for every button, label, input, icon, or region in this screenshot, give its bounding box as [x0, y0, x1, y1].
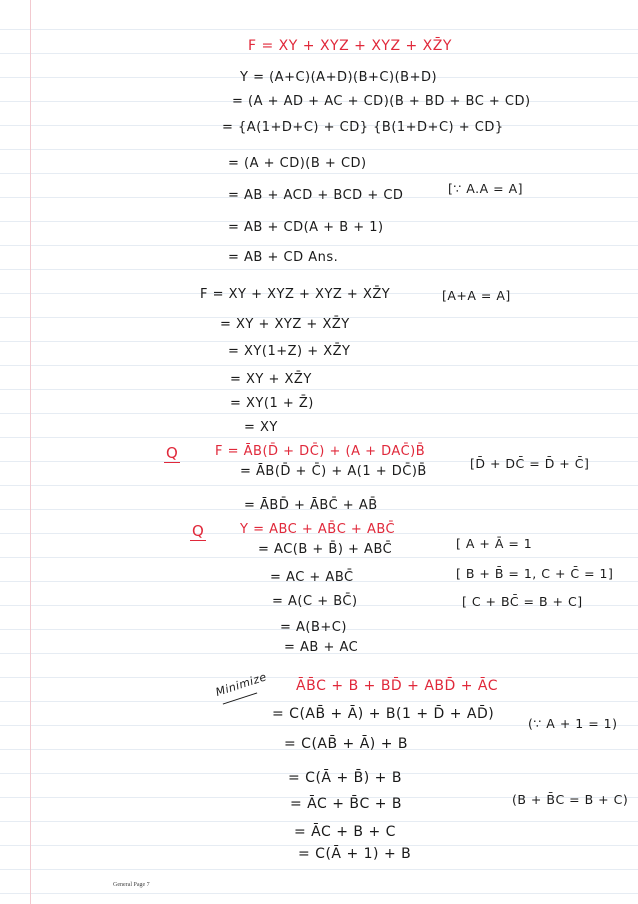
- problem5-line-3: = C(AB̄ + Ā) + B: [284, 736, 409, 752]
- problem1-line-1: Y = (A+C)(A+D)(B+C)(B+D): [240, 70, 438, 85]
- problem4-line-4: = A(C + BC̄): [272, 594, 358, 609]
- problem5-note-1: (∵ A + 1 = 1): [528, 716, 618, 731]
- problem4-line-1: Y = ABC + AB̄C + ABC̄: [240, 522, 396, 537]
- problem5-note-2: (B + B̄C = B + C): [512, 792, 629, 807]
- problem5-line-4: = C(Ā + B̄) + B: [288, 770, 402, 786]
- problem5-line-7: = C(Ā + 1) + B: [298, 846, 412, 862]
- problem5-line-5: = ĀC + B̄C + B: [290, 796, 403, 812]
- problem4-note-2: [ B + B̄ = 1, C + C̄ = 1]: [456, 566, 614, 581]
- problem2-line-6: = XY: [244, 420, 278, 435]
- problem4-line-5: = A(B+C): [280, 620, 347, 635]
- problem1-note: [∵ A.A = A]: [448, 181, 524, 196]
- problem3-marker: Q: [166, 444, 179, 462]
- page-footer: General Page 7: [113, 882, 150, 888]
- problem4-line-2: = AC(B + B̄) + ABC̄: [258, 542, 393, 557]
- problem1-line-5: = AB + ACD + BCD + CD: [228, 188, 404, 203]
- problem2-line-5: = XY(1 + Z̄): [230, 396, 314, 411]
- problem4-marker-underline: [190, 540, 206, 541]
- problem2-note: [A+A = A]: [442, 288, 511, 303]
- problem3-note: [D̄ + DC̄ = D̄ + C̄]: [470, 456, 590, 471]
- problem1-line-2: = (A + AD + AC + CD)(B + BD + BC + CD): [232, 94, 531, 109]
- problem4-note-3: [ C + BC̄ = B + C]: [462, 594, 583, 609]
- problem3-line-3: = ĀBD̄ + ĀBC̄ + AB̄: [244, 498, 378, 513]
- problem4-marker: Q: [192, 522, 205, 540]
- problem4-line-6: = AB + AC: [284, 640, 359, 655]
- problem1-line-6: = AB + CD(A + B + 1): [228, 220, 384, 235]
- problem4-note-1: [ A + Ā = 1: [456, 536, 533, 551]
- problem5-line-1: ĀB̄C + B + BD̄ + ABD̄ + ĀC: [296, 678, 499, 694]
- problem2-line-4: = XY + XZ̄Y: [230, 372, 312, 387]
- problem3-line-1: F = ĀB(D̄ + DC̄) + (A + DAC̄)B̄: [215, 444, 426, 459]
- problem2-line-3: = XY(1+Z) + XZ̄Y: [228, 344, 351, 359]
- problem1-line-3: = {A(1+D+C) + CD} {B(1+D+C) + CD}: [222, 120, 504, 135]
- problem1-title: F = XY + XYZ + XYZ + XZ̄Y: [248, 38, 452, 54]
- problem2-line-1: F = XY + XYZ + XYZ + XZ̄Y: [200, 287, 391, 302]
- problem5-line-6: = ĀC + B + C: [294, 824, 396, 840]
- problem5-line-2: = C(AB̄ + Ā) + B(1 + D̄ + AD̄): [272, 706, 495, 722]
- problem3-line-2: = ĀB(D̄ + C̄) + A(1 + DC̄)B̄: [240, 464, 427, 479]
- problem1-line-4: = (A + CD)(B + CD): [228, 156, 367, 171]
- problem4-line-3: = AC + ABC̄: [270, 570, 354, 585]
- problem2-line-2: = XY + XYZ + XZ̄Y: [220, 317, 350, 332]
- margin-line: [30, 0, 31, 904]
- problem3-marker-underline: [164, 462, 180, 463]
- minimize-label: Minimize: [213, 670, 269, 699]
- problem1-line-7: = AB + CD Ans.: [228, 250, 339, 265]
